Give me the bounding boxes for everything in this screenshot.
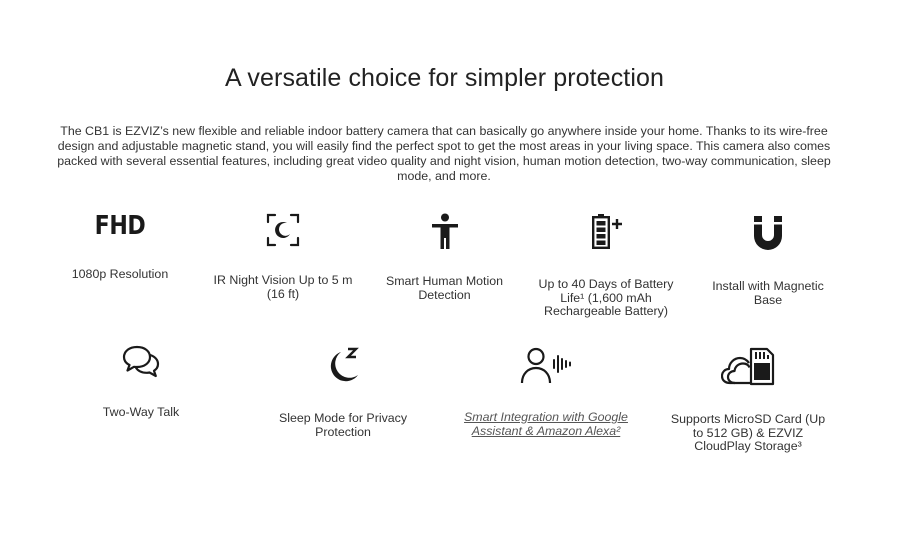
feature-night-vision (208, 205, 358, 305)
cloud-sd-card-icon (721, 347, 775, 392)
section-description: The CB1 is EZVIZ’s new flexible and reliable indoor battery camera that can basically go anywhere inside your home. Thanks to its wire-free design and adjustable magnetic stand, you will easily find the perfect spot to get the most areas in your living space. This camera also comes packed with several essential features, including great video quality and night vision, human motion detection, two-way communication, sleep mode, and more. (57, 124, 831, 183)
human-figure-icon (430, 213, 460, 256)
smart-integration-link[interactable]: Smart Integration with Google Assistant & Amazon Alexa² (464, 410, 628, 438)
fhd-icon: FHD (94, 211, 146, 241)
section-title: A versatile choice for simpler protection (224, 64, 664, 92)
feature-label: Supports MicroSD Card (Up to 512 GB) & EZVIZ CloudPlay Storage³ (670, 412, 826, 453)
feature-two-way-talk (71, 345, 211, 425)
battery-icon (591, 213, 625, 254)
feature-battery (534, 205, 678, 325)
chat-bubbles-icon (122, 345, 160, 384)
night-vision-icon (266, 213, 300, 252)
feature-resolution (50, 205, 190, 285)
magnet-icon (752, 215, 784, 258)
voice-assistant-icon (520, 347, 572, 390)
feature-human-detection (377, 205, 512, 305)
moon-sleep-icon (325, 347, 361, 390)
feature-storage (665, 345, 831, 465)
feature-label: Smart Human Motion Detection (385, 274, 504, 302)
feature-label: Install with Magnetic Base (712, 279, 824, 307)
feature-magnetic-base (703, 205, 833, 315)
feature-label: 1080p Resolution (71, 267, 169, 281)
feature-label: Up to 40 Days of Battery Life¹ (1,600 mAh Rechargeable Battery) (538, 277, 674, 318)
feature-sleep-mode (273, 345, 413, 445)
feature-label: IR Night Vision Up to 5 m (16 ft) (213, 273, 353, 301)
feature-label: Two-Way Talk (102, 405, 180, 419)
feature-smart-integration[interactable] (460, 345, 632, 445)
feature-label: Sleep Mode for Privacy Protection (278, 411, 408, 439)
